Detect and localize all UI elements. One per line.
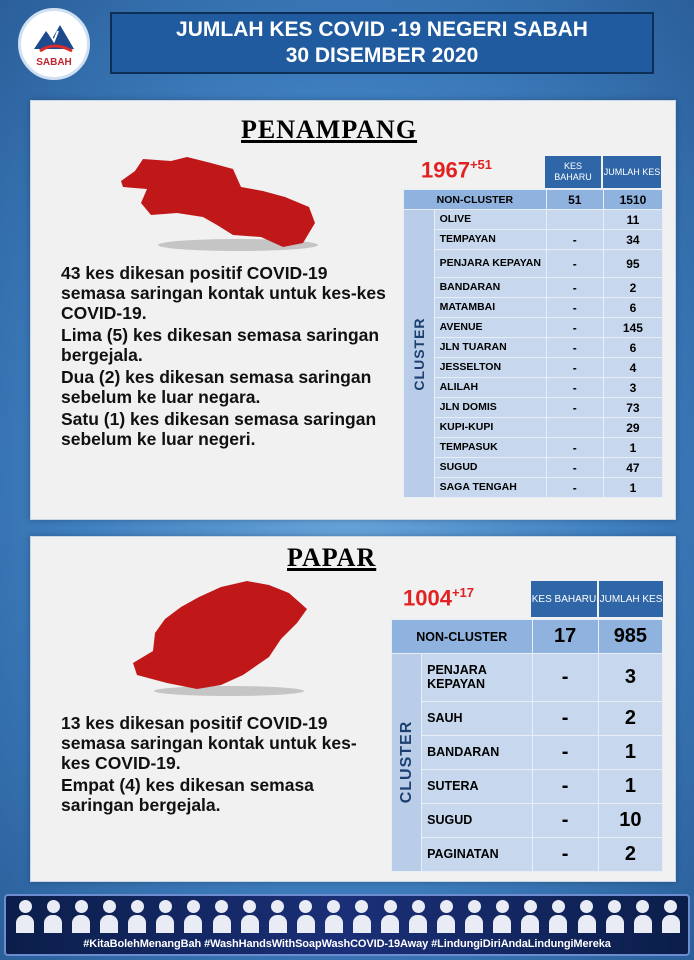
frontliner-icon [578, 900, 596, 936]
frontliners-icon-row [16, 900, 680, 936]
non-cluster-row [404, 190, 663, 210]
cluster-new: - [546, 318, 603, 338]
cluster-name: ALILAH [434, 378, 546, 398]
cluster-row [392, 701, 663, 735]
cluster-total: 6 [603, 338, 662, 358]
frontliner-icon [521, 900, 539, 936]
frontliner-icon [465, 900, 483, 936]
cluster-row [404, 438, 663, 458]
cluster-total: 3 [598, 654, 662, 702]
cluster-name: PAGINATAN [422, 837, 532, 871]
total-new: +51 [469, 157, 493, 172]
cluster-name: SAUH [422, 701, 532, 735]
papar-map-icon [129, 579, 329, 697]
cluster-total: 2 [603, 278, 662, 298]
col-kes-baharu: KES BAHARU [545, 156, 601, 188]
cluster-new: - [532, 654, 598, 702]
frontliner-icon [409, 900, 427, 936]
cluster-total: 145 [603, 318, 662, 338]
frontliner-icon [128, 900, 146, 936]
frontliner-icon [16, 900, 34, 936]
frontliner-icon [44, 900, 62, 936]
cluster-new: - [532, 803, 598, 837]
cluster-new: - [532, 701, 598, 735]
non-cluster-new: 17 [532, 620, 598, 654]
cluster-total: 1 [598, 735, 662, 769]
district-title: PAPAR [287, 543, 377, 572]
cluster-name: KUPI-KUPI [434, 418, 546, 438]
total-value: 1004 [403, 585, 452, 611]
total-value: 1967 [421, 157, 470, 183]
cluster-row [404, 210, 663, 230]
cluster-row [404, 358, 663, 378]
frontliner-icon [72, 900, 90, 936]
frontliner-icon [381, 900, 399, 936]
cluster-label: CLUSTER [410, 316, 427, 391]
sabah-health-logo-icon [18, 8, 90, 80]
header-date: 30 DISEMBER 2020 [285, 44, 479, 67]
cluster-total: 34 [603, 230, 662, 250]
frontliner-icon [269, 900, 287, 936]
frontliner-icon [100, 900, 118, 936]
cluster-new: - [546, 378, 603, 398]
frontliner-icon [549, 900, 567, 936]
cluster-new [546, 210, 603, 230]
non-cluster-label: NON-CLUSTER [404, 190, 547, 210]
papar-description [61, 713, 381, 817]
cluster-row [404, 478, 663, 498]
frontliner-icon [241, 900, 259, 936]
col-kes-baharu: KES BAHARU [531, 581, 597, 617]
cluster-new: - [546, 298, 603, 318]
cluster-name: BANDARAN [434, 278, 546, 298]
cluster-label: CLUSTER [397, 721, 415, 804]
cluster-label-cell [392, 654, 422, 872]
cluster-row [404, 418, 663, 438]
papar-total [403, 585, 474, 611]
cluster-new: - [546, 458, 603, 478]
cluster-row [404, 298, 663, 318]
cluster-name: BANDARAN [422, 735, 532, 769]
cluster-name: AVENUE [434, 318, 546, 338]
cluster-row [392, 837, 663, 871]
cluster-total: 29 [603, 418, 662, 438]
frontliner-icon [634, 900, 652, 936]
header-title: JUMLAH KES COVID -19 NEGERI SABAH [176, 18, 588, 41]
frontliner-icon [184, 900, 202, 936]
frontliner-icon [325, 900, 343, 936]
cluster-name: MATAMBAI [434, 298, 546, 318]
desc-paragraph: Empat (4) kes dikesan semasa saringan bergejala. [61, 775, 314, 815]
frontliner-icon [606, 900, 624, 936]
frontliner-icon [353, 900, 371, 936]
cluster-new: - [546, 230, 603, 250]
cluster-row [404, 378, 663, 398]
cluster-total: 2 [598, 837, 662, 871]
footer-banner [4, 894, 690, 956]
cluster-row [392, 803, 663, 837]
cluster-new: - [546, 438, 603, 458]
penampang-map-icon [113, 153, 323, 253]
cluster-row [392, 654, 663, 702]
non-cluster-new: 51 [546, 190, 603, 210]
cluster-new: - [532, 769, 598, 803]
col-jumlah-kes: JUMLAH KES [599, 581, 663, 617]
penampang-description [61, 263, 391, 451]
cluster-total: 3 [603, 378, 662, 398]
frontliner-icon [493, 900, 511, 936]
cluster-new: - [546, 338, 603, 358]
desc-paragraph: 43 kes dikesan positif COVID-19 semasa saringan kontak untuk kes-kes COVID-19. [61, 263, 386, 323]
cluster-name: SUGUD [422, 803, 532, 837]
cluster-row [404, 338, 663, 358]
cluster-total: 1 [598, 769, 662, 803]
footer-hashtags: #KitaBolehMenangBah #WashHandsWithSoapWashCOVID-19Away #LindungiDiriAndaLindungiMereka [83, 938, 611, 950]
cluster-row [392, 769, 663, 803]
cluster-total: 4 [603, 358, 662, 378]
cluster-total: 10 [598, 803, 662, 837]
desc-paragraph: Satu (1) kes dikesan semasa saringan sebelum ke luar negeri. [61, 409, 377, 449]
cluster-name: TEMPASUK [434, 438, 546, 458]
cluster-new: - [546, 478, 603, 498]
cluster-name: JESSELTON [434, 358, 546, 378]
col-jumlah-kes: JUMLAH KES [603, 156, 661, 188]
frontliner-icon [437, 900, 455, 936]
frontliner-icon [662, 900, 680, 936]
cluster-name: JLN DOMIS [434, 398, 546, 418]
cluster-name: SAGA TENGAH [434, 478, 546, 498]
cluster-total: 6 [603, 298, 662, 318]
cluster-total: 11 [603, 210, 662, 230]
papar-panel [30, 536, 676, 882]
cluster-row [404, 458, 663, 478]
cluster-new [546, 418, 603, 438]
penampang-panel [30, 100, 676, 520]
desc-paragraph: 13 kes dikesan positif COVID-19 semasa saringan kontak untuk kes-kes COVID-19. [61, 713, 357, 773]
frontliner-icon [156, 900, 174, 936]
non-cluster-label: NON-CLUSTER [392, 620, 533, 654]
cluster-total: 47 [603, 458, 662, 478]
cluster-new: - [532, 735, 598, 769]
non-cluster-total: 1510 [603, 190, 662, 210]
cluster-new: - [546, 278, 603, 298]
cluster-row [404, 250, 663, 278]
cluster-row [404, 230, 663, 250]
cluster-new: - [532, 837, 598, 871]
cluster-name: JLN TUARAN [434, 338, 546, 358]
cluster-label-cell [404, 210, 435, 498]
frontliner-icon [213, 900, 231, 936]
penampang-table [403, 189, 663, 498]
cluster-row [404, 278, 663, 298]
district-title: PENAMPANG [241, 115, 418, 144]
cluster-total: 73 [603, 398, 662, 418]
total-new: +17 [451, 585, 475, 600]
cluster-name: PENJARA KEPAYAN [422, 654, 532, 702]
desc-paragraph: Dua (2) kes dikesan semasa saringan sebelum ke luar negara. [61, 367, 372, 407]
cluster-total: 95 [603, 250, 662, 278]
desc-paragraph: Lima (5) kes dikesan semasa saringan bergejala. [61, 325, 380, 365]
non-cluster-row [392, 620, 663, 654]
cluster-row [392, 735, 663, 769]
cluster-total: 2 [598, 701, 662, 735]
non-cluster-total: 985 [598, 620, 662, 654]
cluster-total: 1 [603, 478, 662, 498]
papar-table [391, 619, 663, 872]
frontliner-icon [297, 900, 315, 936]
mountain-logo-icon [32, 21, 76, 55]
cluster-name: SUTERA [422, 769, 532, 803]
cluster-row [404, 398, 663, 418]
cluster-name: SUGUD [434, 458, 546, 478]
header-banner [110, 12, 654, 74]
cluster-new: - [546, 250, 603, 278]
cluster-name: PENJARA KEPAYAN [434, 250, 546, 278]
cluster-new: - [546, 398, 603, 418]
cluster-name: TEMPAYAN [434, 230, 546, 250]
cluster-name: OLIVE [434, 210, 546, 230]
cluster-total: 1 [603, 438, 662, 458]
logo-text: SABAH [36, 56, 72, 68]
cluster-new: - [546, 358, 603, 378]
penampang-total [421, 157, 492, 183]
cluster-row [404, 318, 663, 338]
